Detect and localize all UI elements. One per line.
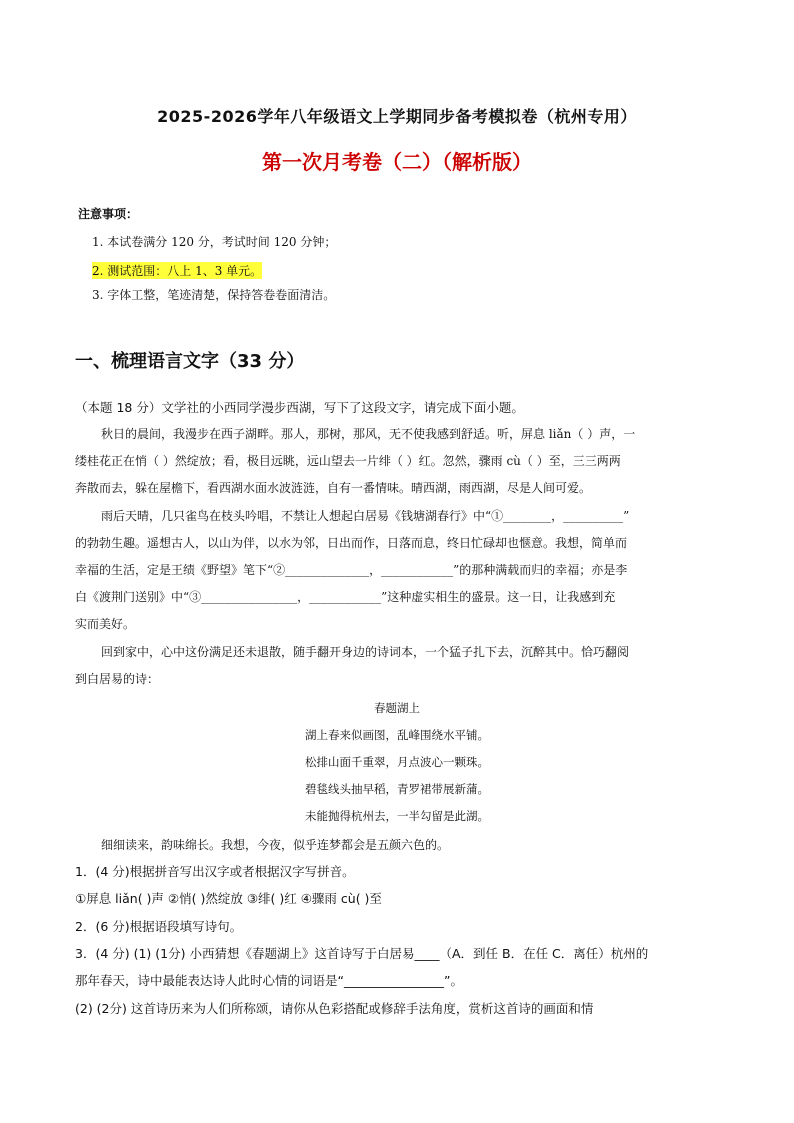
question-3-line-3: (2) (2分) 这首诗历来为人们所称颂，请你从色彩搭配或修辞手法角度，赏析这首诗的画面和情 (75, 1001, 594, 1016)
notice-item-2: 2. 测试范围：八上 1、3 单元。 (92, 264, 263, 278)
passage-paragraph-2 (75, 503, 725, 638)
passage-line: 实而美好。 (75, 617, 136, 631)
passage-line: 回到家中，心中这份满足还未退散，随手翻开身边的诗词本，一个猛子扎下去，沉醉其中。恰巧翻阅 (101, 645, 630, 659)
passage-line: 的勃勃生趣。遥想古人，以山为伴，以水为邻，日出而作，日落而息，终日忙碌却也惬意。我想，简单而 (75, 536, 628, 550)
question-intro: （本题 18 分）文学社的小西同学漫步西湖，写下了这段文字，请完成下面小题。 (75, 400, 524, 415)
question-3-line-1: 3．(4 分) (1) (1分) 小西猜想《春题湖上》这首诗写于白居易____（A．到任 B．在任 C．离任）杭州的 (75, 946, 649, 961)
passage-paragraph-1 (75, 421, 725, 502)
notice-item-1: 1. 本试卷满分 120 分，考试时间 120 分钟； (92, 235, 337, 249)
poem-title: 春题湖上 (374, 701, 420, 715)
exam-subtitle: 第一次月考卷（二）（解析版） (262, 150, 532, 174)
passage-paragraph-3 (75, 639, 725, 693)
question-3-line-2: 那年春天，诗中最能表达诗人此时心情的词语是“________________”。 (75, 973, 463, 988)
passage-line: 雨后天晴，几只雀鸟在枝头吟唱，不禁让人想起白居易《钱塘湖春行》中“①________，__________” (101, 509, 630, 523)
exam-title: 2025-2026学年八年级语文上学期同步备考模拟卷（杭州专用） (157, 107, 637, 126)
notice-item-3: 3. 字体工整，笔迹清楚，保持答卷卷面清洁。 (92, 288, 336, 302)
question-1: 1．(4 分)根据拼音写出汉字或者根据汉字写拼音。 (75, 864, 355, 879)
question-1-items: ①屏息 liǎn( )声 ②悄( )然绽放 ③绯( )红 ④骤雨 cù( )至 (75, 891, 382, 906)
section-heading: 一、梳理语言文字（33 分） (75, 351, 305, 372)
notice-heading: 注意事项： (78, 207, 139, 221)
passage-line: 奔散而去，躲在屋檐下，看西湖水面水波涟涟，自有一番情味。晴西湖，雨西湖，尽是人间可爱。 (75, 481, 592, 495)
passage-line: 秋日的晨间，我漫步在西子湖畔。那人，那树，那风，无不使我感到舒适。听，屏息 liǎn（ ）声，一 (101, 427, 636, 441)
passage-paragraph-4: 细细读来，韵味绵长。我想，今夜，似乎连梦都会是五颜六色的。 (101, 838, 450, 852)
poem-line-2: 松排山面千重翠，月点波心一颗珠。 (305, 755, 489, 769)
passage-line: 缕桂花正在悄（ ）然绽放；看，极目远眺，远山望去一片绯（ ）红。忽然，骤雨 cù（ ）至，三三两两 (75, 454, 621, 468)
poem-line-4: 未能抛得杭州去，一半勾留是此湖。 (305, 809, 489, 823)
passage-line: 幸福的生活，定是王绩《野望》笔下“②______________，____________”的那种满载而归的幸福；亦是李 (75, 563, 628, 577)
question-2: 2．(6 分)根据语段填写诗句。 (75, 919, 243, 934)
passage-line: 到白居易的诗： (75, 672, 160, 686)
passage-line: 白《渡荆门送别》中“③________________，____________”这种虚实相生的盛景。这一日，让我感到充 (75, 590, 616, 604)
poem-line-1: 湖上春来似画图，乱峰围绕水平铺。 (305, 728, 489, 742)
poem-line-3: 碧毯线头抽早稻，青罗裙带展新蒲。 (305, 782, 489, 796)
